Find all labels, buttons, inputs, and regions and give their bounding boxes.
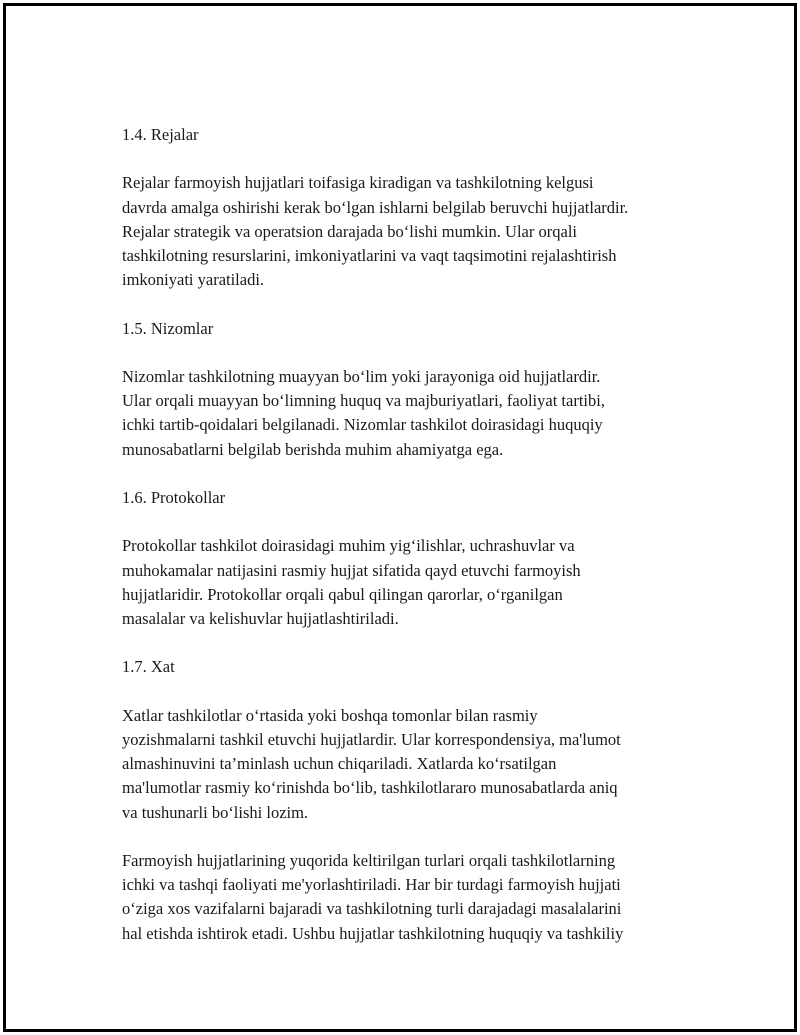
text-line: hal etishda ishtirok etadi. Ushbu hujjatlar tashkilotning huquqiy va tashkiliy	[122, 923, 624, 943]
text-line: munosabatlarni belgilab berishda muhim ahamiyatga ega.	[122, 439, 504, 459]
page-frame	[3, 3, 797, 1032]
text-line: Farmoyish hujjatlarining yuqorida keltirilgan turlari orqali tashkilotlarning	[122, 850, 616, 870]
document-body	[122, 123, 688, 970]
section-paragraph-rejalar	[122, 171, 688, 292]
section-paragraph-protokollar	[122, 534, 688, 631]
closing-paragraph	[122, 849, 688, 946]
text-line: va tushunarli bo‘lishi lozim.	[122, 802, 309, 822]
text-line: davrda amalga oshirishi kerak bo‘lgan ishlarni belgilab beruvchi hujjatlardir.	[122, 197, 629, 217]
section-heading-xat: 1.7. Xat	[122, 657, 175, 677]
text-line: almashinuvini ta’minlash uchun chiqariladi. Xatlarda ko‘rsatilgan	[122, 754, 557, 774]
section-paragraph-xat	[122, 704, 688, 825]
text-line: yozishmalarni tashkil etuvchi hujjatlardir. Ular korrespondensiya, ma'lumot	[122, 729, 621, 749]
section-paragraph-nizomlar	[122, 365, 688, 462]
text-line: ma'lumotlar rasmiy ko‘rinishda bo‘lib, tashkilotlararo munosabatlarda aniq	[122, 778, 618, 798]
text-line: masalalar va kelishuvlar hujjatlashtiriladi.	[122, 608, 399, 628]
text-line: Rejalar strategik va operatsion darajada bo‘lishi mumkin. Ular orqali	[122, 221, 577, 241]
text-line: Nizomlar tashkilotning muayyan bo‘lim yoki jarayoniga oid hujjatlardir.	[122, 366, 601, 386]
section-heading-protokollar: 1.6. Protokollar	[122, 487, 226, 507]
text-line: o‘ziga xos vazifalarni bajaradi va tashkilotning turli darajadagi masalalarini	[122, 899, 622, 919]
section-heading-rejalar: 1.4. Rejalar	[122, 125, 199, 144]
text-line: hujjatlaridir. Protokollar orqali qabul qilingan qarorlar, o‘rganilgan	[122, 584, 563, 604]
text-line: ichki va tashqi faoliyati me'yorlashtiriladi. Har bir turdagi farmoyish hujjati	[122, 875, 621, 895]
text-line: tashkilotning resurslarini, imkoniyatlarini va vaqt taqsimotini rejalashtirish	[122, 246, 617, 265]
text-line: Rejalar farmoyish hujjatlari toifasiga kiradigan va tashkilotning kelgusi	[122, 173, 594, 193]
text-line: Ular orqali muayyan bo‘limning huquq va majburiyatlari, faoliyat tartibi,	[122, 391, 605, 411]
text-line: Protokollar tashkilot doirasidagi muhim yig‘ilishlar, uchrashuvlar va	[122, 536, 575, 556]
section-heading-nizomlar: 1.5. Nizomlar	[122, 318, 214, 338]
text-line: muhokamalar natijasini rasmiy hujjat sifatida qayd etuvchi farmoyish	[122, 560, 581, 580]
text-line: ichki tartib-qoidalari belgilanadi. Nizomlar tashkilot doirasidagi huquqiy	[122, 415, 603, 435]
text-line: Xatlar tashkilotlar o‘rtasida yoki boshqa tomonlar bilan rasmiy	[122, 705, 538, 725]
text-line: imkoniyati yaratiladi.	[122, 270, 265, 290]
